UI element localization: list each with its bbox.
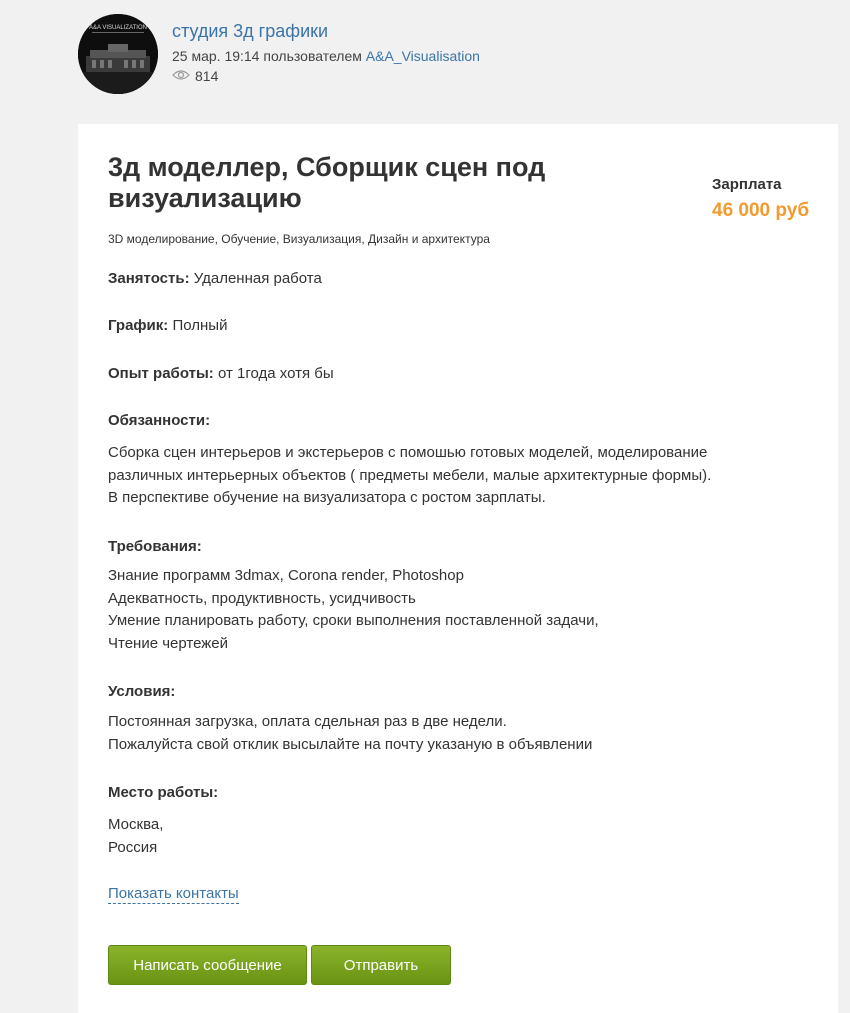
duties-line: В перспективе обучение на визуализатора с ростом зарплаты.: [108, 489, 546, 506]
location-line: Москва,: [108, 816, 164, 833]
location-text: [108, 814, 808, 859]
show-contacts-link[interactable]: Показать контакты: [108, 885, 239, 902]
salary-label: Зарплата: [712, 176, 782, 193]
requirements-line: Знание программ 3dmax, Corona render, Photoshop: [108, 567, 464, 584]
schedule-label: График:: [108, 317, 169, 334]
employment-row: [108, 268, 322, 291]
job-title: 3д моделлер, Сборщик сцен под визуализацию: [108, 152, 546, 213]
avatar[interactable]: [78, 14, 158, 94]
avatar-logo-text: A&A VISUALIZATION: [89, 25, 147, 31]
duties-heading: Обязанности:: [108, 412, 211, 429]
write-message-button[interactable]: Написать сообщение: [108, 945, 307, 985]
employment-label: Занятость:: [108, 270, 190, 287]
eye-icon: [172, 68, 190, 84]
location-heading: Место работы:: [108, 784, 219, 801]
job-tags: 3D моделирование, Обучение, Визуализация, Дизайн и архитектура: [108, 232, 490, 246]
username-link[interactable]: A&A_Visualisation: [365, 48, 480, 64]
requirements-line: Адекватность, продуктивность, усидчивость: [108, 589, 416, 607]
conditions-line: Постоянная загрузка, оплата сдельная раз в две недели.: [108, 713, 507, 730]
conditions-text: [108, 711, 808, 756]
employment-value: Удаленная работа: [193, 270, 322, 287]
job-card: [78, 124, 838, 1013]
avatar-image: [78, 14, 158, 94]
requirements-heading: Требования:: [108, 538, 202, 555]
requirements-line: Умение планировать работу, сроки выполнения поставленной задачи,: [108, 612, 599, 629]
views-counter: [172, 68, 218, 84]
duties-line: Сборка сцен интерьеров и экстерьеров с помошью готовых моделей, моделирование: [108, 444, 708, 461]
views-count: 814: [195, 68, 219, 84]
experience-label: Опыт работы:: [108, 365, 214, 382]
experience-row: [108, 363, 334, 386]
schedule-value: Полный: [172, 317, 228, 334]
salary-value: 46 000 руб: [712, 200, 810, 221]
conditions-line: Пожалуйста свой отклик высылайте на почту указаную в объявлении: [108, 735, 593, 753]
send-button[interactable]: Отправить: [311, 945, 451, 985]
post-by-text: пользователем: [263, 48, 362, 64]
requirements-line: Чтение чертежей: [108, 634, 229, 652]
author-link[interactable]: студия 3д графики: [172, 21, 329, 41]
conditions-heading: Условия:: [108, 683, 176, 700]
duties-text: [108, 442, 808, 510]
experience-value: от 1года хотя бы: [217, 365, 334, 382]
duties-line: различных интерьерных объектов ( предметы мебели, малые архитектурные формы).: [108, 466, 712, 484]
schedule-row: [108, 315, 227, 338]
post-date: 25 мар. 19:14: [172, 48, 260, 64]
location-line: Россия: [108, 838, 158, 856]
requirements-text: [108, 565, 808, 655]
post-meta: [172, 48, 480, 64]
post-header: [78, 14, 778, 96]
